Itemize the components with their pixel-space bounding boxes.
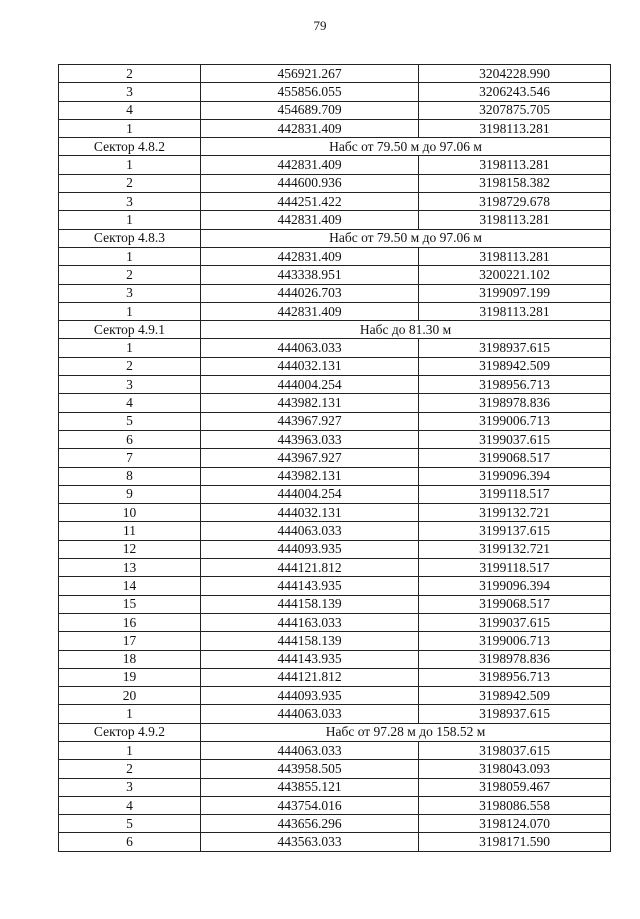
x-coordinate: 443338.951 (201, 266, 419, 284)
table-row (59, 357, 611, 375)
x-coordinate: 444158.139 (201, 595, 419, 613)
sector-name: Сектор 4.8.2 (59, 138, 201, 156)
table-row (59, 613, 611, 631)
table-row (59, 540, 611, 558)
point-number: 12 (59, 540, 201, 558)
x-coordinate: 444121.812 (201, 559, 419, 577)
y-coordinate: 3198086.558 (419, 796, 611, 814)
table-row (59, 211, 611, 229)
elevation-range: Набс до 81.30 м (201, 321, 611, 339)
sector-name: Сектор 4.9.1 (59, 321, 201, 339)
x-coordinate: 443656.296 (201, 815, 419, 833)
sector-name: Сектор 4.9.2 (59, 723, 201, 741)
table-row (59, 65, 611, 83)
y-coordinate: 3204228.990 (419, 65, 611, 83)
table-row (59, 430, 611, 448)
x-coordinate: 443563.033 (201, 833, 419, 851)
table-row (59, 247, 611, 265)
x-coordinate: 444063.033 (201, 741, 419, 759)
point-number: 2 (59, 357, 201, 375)
y-coordinate: 3198956.713 (419, 668, 611, 686)
y-coordinate: 3198956.713 (419, 376, 611, 394)
x-coordinate: 444004.254 (201, 376, 419, 394)
point-number: 16 (59, 613, 201, 631)
table-row (59, 833, 611, 851)
x-coordinate: 444063.033 (201, 705, 419, 723)
y-coordinate: 3198171.590 (419, 833, 611, 851)
point-number: 10 (59, 504, 201, 522)
x-coordinate: 444093.935 (201, 540, 419, 558)
point-number: 3 (59, 376, 201, 394)
y-coordinate: 3198113.281 (419, 247, 611, 265)
table-row (59, 376, 611, 394)
table-row (59, 119, 611, 137)
table-row (59, 394, 611, 412)
y-coordinate: 3198942.509 (419, 687, 611, 705)
table-row (59, 559, 611, 577)
sector-header-row (59, 321, 611, 339)
point-number: 2 (59, 266, 201, 284)
table-row (59, 412, 611, 430)
table-row (59, 101, 611, 119)
point-number: 5 (59, 412, 201, 430)
y-coordinate: 3199037.615 (419, 430, 611, 448)
y-coordinate: 3198059.467 (419, 778, 611, 796)
x-coordinate: 456921.267 (201, 65, 419, 83)
y-coordinate: 3198942.509 (419, 357, 611, 375)
x-coordinate: 443967.927 (201, 412, 419, 430)
y-coordinate: 3199068.517 (419, 449, 611, 467)
point-number: 17 (59, 632, 201, 650)
table-row (59, 284, 611, 302)
x-coordinate: 443855.121 (201, 778, 419, 796)
x-coordinate: 443754.016 (201, 796, 419, 814)
y-coordinate: 3198113.281 (419, 302, 611, 320)
point-number: 1 (59, 119, 201, 137)
y-coordinate: 3198978.836 (419, 394, 611, 412)
x-coordinate: 442831.409 (201, 211, 419, 229)
point-number: 13 (59, 559, 201, 577)
y-coordinate: 3199137.615 (419, 522, 611, 540)
table-row (59, 705, 611, 723)
y-coordinate: 3199068.517 (419, 595, 611, 613)
sector-header-row (59, 138, 611, 156)
point-number: 2 (59, 760, 201, 778)
y-coordinate: 3199132.721 (419, 504, 611, 522)
sector-header-row (59, 229, 611, 247)
x-coordinate: 442831.409 (201, 119, 419, 137)
y-coordinate: 3199118.517 (419, 485, 611, 503)
y-coordinate: 3199096.394 (419, 577, 611, 595)
y-coordinate: 3199037.615 (419, 613, 611, 631)
point-number: 20 (59, 687, 201, 705)
table-row (59, 577, 611, 595)
point-number: 11 (59, 522, 201, 540)
point-number: 1 (59, 211, 201, 229)
y-coordinate: 3198113.281 (419, 211, 611, 229)
sector-header-row (59, 723, 611, 741)
y-coordinate: 3198113.281 (419, 119, 611, 137)
coordinates-table-container (58, 64, 610, 852)
table-row (59, 760, 611, 778)
table-row (59, 193, 611, 211)
y-coordinate: 3207875.705 (419, 101, 611, 119)
x-coordinate: 444004.254 (201, 485, 419, 503)
y-coordinate: 3198037.615 (419, 741, 611, 759)
table-row (59, 339, 611, 357)
point-number: 1 (59, 302, 201, 320)
table-row (59, 650, 611, 668)
x-coordinate: 444121.812 (201, 668, 419, 686)
table-row (59, 668, 611, 686)
point-number: 4 (59, 101, 201, 119)
point-number: 3 (59, 83, 201, 101)
x-coordinate: 444143.935 (201, 577, 419, 595)
y-coordinate: 3198158.382 (419, 174, 611, 192)
x-coordinate: 444163.033 (201, 613, 419, 631)
table-row (59, 741, 611, 759)
elevation-range: Набс от 79.50 м до 97.06 м (201, 138, 611, 156)
point-number: 1 (59, 339, 201, 357)
table-row (59, 522, 611, 540)
y-coordinate: 3198729.678 (419, 193, 611, 211)
point-number: 3 (59, 778, 201, 796)
x-coordinate: 444063.033 (201, 522, 419, 540)
point-number: 4 (59, 394, 201, 412)
x-coordinate: 443982.131 (201, 394, 419, 412)
point-number: 1 (59, 247, 201, 265)
point-number: 18 (59, 650, 201, 668)
y-coordinate: 3198043.093 (419, 760, 611, 778)
point-number: 6 (59, 430, 201, 448)
x-coordinate: 444143.935 (201, 650, 419, 668)
y-coordinate: 3206243.546 (419, 83, 611, 101)
y-coordinate: 3199118.517 (419, 559, 611, 577)
table-row (59, 467, 611, 485)
x-coordinate: 443982.131 (201, 467, 419, 485)
table-row (59, 796, 611, 814)
x-coordinate: 444158.139 (201, 632, 419, 650)
y-coordinate: 3198978.836 (419, 650, 611, 668)
x-coordinate: 444032.131 (201, 357, 419, 375)
table-row (59, 449, 611, 467)
y-coordinate: 3199132.721 (419, 540, 611, 558)
x-coordinate: 455856.055 (201, 83, 419, 101)
point-number: 1 (59, 705, 201, 723)
table-row (59, 595, 611, 613)
table-row (59, 156, 611, 174)
table-row (59, 504, 611, 522)
y-coordinate: 3200221.102 (419, 266, 611, 284)
x-coordinate: 443958.505 (201, 760, 419, 778)
point-number: 6 (59, 833, 201, 851)
point-number: 2 (59, 65, 201, 83)
x-coordinate: 442831.409 (201, 156, 419, 174)
table-row (59, 815, 611, 833)
y-coordinate: 3199006.713 (419, 632, 611, 650)
point-number: 14 (59, 577, 201, 595)
coordinates-table-body (59, 65, 611, 852)
y-coordinate: 3199006.713 (419, 412, 611, 430)
point-number: 1 (59, 741, 201, 759)
page-number: 79 (313, 18, 327, 33)
point-number: 7 (59, 449, 201, 467)
x-coordinate: 444251.422 (201, 193, 419, 211)
elevation-range: Набс от 79.50 м до 97.06 м (201, 229, 611, 247)
point-number: 2 (59, 174, 201, 192)
point-number: 19 (59, 668, 201, 686)
table-row (59, 687, 611, 705)
y-coordinate: 3198937.615 (419, 339, 611, 357)
sector-name: Сектор 4.8.3 (59, 229, 201, 247)
table-row (59, 302, 611, 320)
point-number: 1 (59, 156, 201, 174)
x-coordinate: 442831.409 (201, 302, 419, 320)
table-row (59, 632, 611, 650)
table-row (59, 266, 611, 284)
y-coordinate: 3198124.070 (419, 815, 611, 833)
table-row (59, 83, 611, 101)
x-coordinate: 444026.703 (201, 284, 419, 302)
y-coordinate: 3198113.281 (419, 156, 611, 174)
x-coordinate: 454689.709 (201, 101, 419, 119)
x-coordinate: 443967.927 (201, 449, 419, 467)
point-number: 3 (59, 193, 201, 211)
x-coordinate: 444600.936 (201, 174, 419, 192)
table-row (59, 485, 611, 503)
x-coordinate: 443963.033 (201, 430, 419, 448)
y-coordinate: 3199097.199 (419, 284, 611, 302)
point-number: 4 (59, 796, 201, 814)
point-number: 15 (59, 595, 201, 613)
point-number: 8 (59, 467, 201, 485)
x-coordinate: 444093.935 (201, 687, 419, 705)
table-row (59, 174, 611, 192)
table-row (59, 778, 611, 796)
coordinates-table (58, 64, 611, 852)
y-coordinate: 3199096.394 (419, 467, 611, 485)
x-coordinate: 444032.131 (201, 504, 419, 522)
y-coordinate: 3198937.615 (419, 705, 611, 723)
elevation-range: Набс от 97.28 м до 158.52 м (201, 723, 611, 741)
point-number: 5 (59, 815, 201, 833)
x-coordinate: 442831.409 (201, 247, 419, 265)
point-number: 3 (59, 284, 201, 302)
x-coordinate: 444063.033 (201, 339, 419, 357)
point-number: 9 (59, 485, 201, 503)
